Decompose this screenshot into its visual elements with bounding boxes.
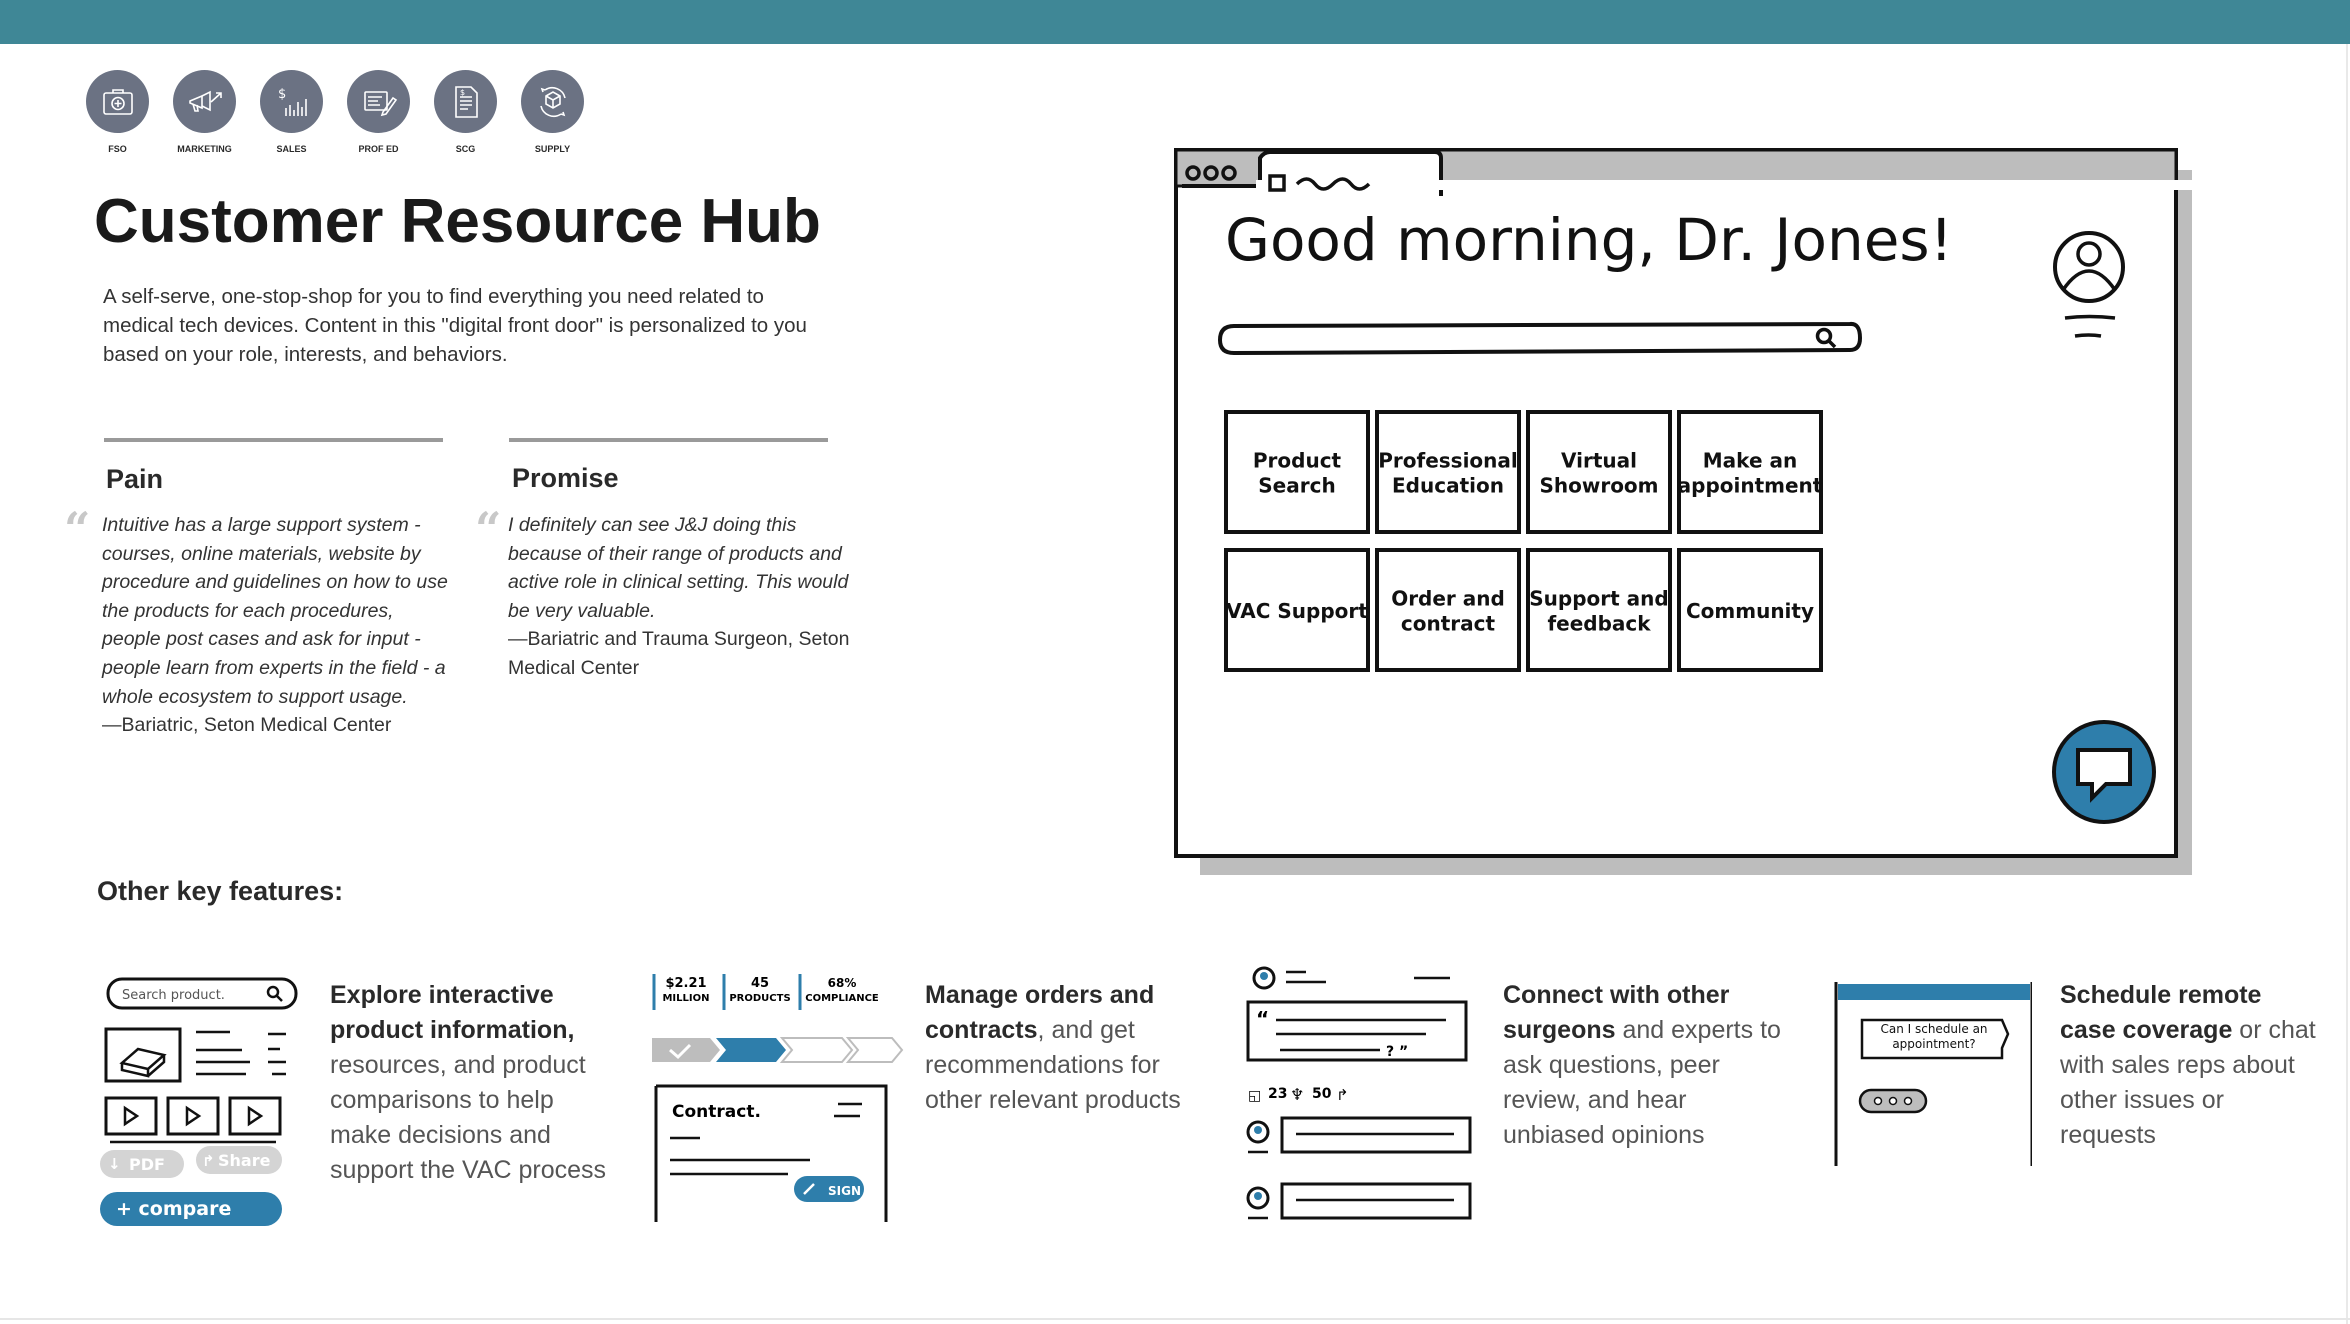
pain-heading: Pain (106, 464, 164, 494)
feature-bold: Connect with other surgeons (1503, 981, 1730, 1044)
pain-attribution: —Bariatric, Seton Medical Center (102, 714, 392, 737)
tile-label: VAC Support (1226, 599, 1368, 623)
dept-fso[interactable] (86, 70, 149, 154)
feature-community-text (1503, 978, 1793, 1153)
dept-prof-ed[interactable] (347, 70, 410, 154)
tile-community[interactable] (1679, 550, 1821, 670)
svg-text:$: $ (459, 87, 465, 97)
sketch-compare: + compare (116, 1198, 232, 1220)
chat-bubble-icon[interactable] (2054, 722, 2154, 822)
tile-label: Community (1685, 599, 1815, 623)
tile-support-and-feedback[interactable] (1528, 550, 1670, 670)
tile-virtual-showroom[interactable] (1528, 412, 1670, 532)
tile-label: Education (1392, 473, 1504, 498)
tile-label: Support and (1529, 586, 1669, 611)
quote-icon: “ (64, 502, 91, 556)
page-title: Customer Resource Hub (94, 187, 821, 256)
feature-rest: or chat with sales reps about other issues or requests (2060, 1016, 2316, 1149)
svg-text:? ”: ? ” (1386, 1044, 1409, 1060)
feature-bold: Explore interactive product information, (330, 981, 575, 1044)
sketch-share: Share (218, 1151, 271, 1170)
tile-product-search[interactable] (1226, 412, 1368, 532)
browser-mockup (1160, 140, 2200, 880)
right-divider (2346, 44, 2348, 1324)
tile-label: Showroom (1539, 473, 1659, 498)
schedule-chat-sketch (1832, 980, 2032, 1170)
dept-label: PROF ED (358, 144, 399, 154)
search-bar[interactable] (1220, 324, 1860, 353)
tile-label: feedback (1547, 611, 1651, 636)
tile-label: contract (1400, 611, 1496, 636)
stat3-unit: COMPLIANCE (805, 993, 879, 1004)
pain-rule (104, 438, 443, 442)
dept-label: SALES (276, 144, 307, 154)
greeting: Good morning, Dr. Jones! (1225, 206, 1953, 274)
tile-label: Virtual (1561, 448, 1637, 473)
svg-text:↓: ↓ (108, 1155, 121, 1173)
dept-supply[interactable] (521, 70, 584, 154)
tile-make-an-appointment[interactable] (1678, 412, 1823, 532)
pain-quote: Intuitive has a large support system - courses, online materials, website by procedure and guidelines on how to use the products for each procedures, people post cases and ask for input - people learn from experts in the field - a whole ecosystem to support usage. (102, 514, 448, 708)
feature-orders-text (925, 978, 1215, 1118)
feature-schedule-text (2060, 978, 2320, 1153)
top-banner (0, 0, 2350, 44)
dept-label: SUPPLY (534, 144, 571, 154)
sketch-sign: SIGN (828, 1184, 861, 1198)
feature-rest: , and get recommendations for other relevant products (925, 1016, 1181, 1114)
megaphone-icon (173, 70, 236, 133)
stat3-value: 68% (827, 976, 857, 990)
tile-label: Product (1252, 448, 1342, 473)
feature-rest: and experts to ask questions, peer review, and hear unbiased opinions (1503, 1016, 1781, 1149)
supply-box-icon (521, 70, 584, 133)
feature-bold: Schedule remote case coverage (2060, 981, 2262, 1044)
chat-question: Can I schedule an appointment? (1880, 1022, 1988, 1051)
promise-rule (509, 438, 828, 442)
page-description: A self-serve, one-stop-shop for you to find everything you need related to medical tech devices. Content in this "digital front door" is personalized to you based on your role, interests, and behaviors. (103, 285, 807, 366)
quote-icon: “ (475, 502, 502, 556)
sketch-search-placeholder: Search product. (122, 988, 225, 1003)
svg-text:$: $ (277, 86, 286, 102)
bottom-divider (0, 1318, 2350, 1320)
education-icon (347, 70, 410, 133)
stat2-value: 45 (750, 976, 770, 991)
svg-text:◱: ◱ (1248, 1088, 1262, 1104)
product-explore-sketch (96, 970, 306, 1230)
sales-chart-icon (260, 70, 323, 133)
pain-quote-block (102, 511, 450, 740)
medical-case-icon (86, 70, 149, 133)
features-heading: Other key features: (97, 876, 344, 906)
dept-marketing[interactable] (173, 70, 236, 154)
orders-contract-sketch (648, 968, 908, 1228)
promise-quote-block (508, 511, 860, 683)
feature-explore-text (330, 978, 620, 1188)
document-icon (434, 70, 497, 133)
stat1-value: $2.21 (665, 976, 707, 991)
tile-vac-support[interactable] (1226, 550, 1368, 670)
like-count: 50 (1312, 1086, 1332, 1102)
tile-label: Search (1258, 473, 1336, 498)
tile-label: Order and (1391, 586, 1505, 611)
feature-rest: resources, and product comparisons to help make decisions and support the VAC process (330, 1051, 607, 1184)
community-sketch (1240, 962, 1480, 1232)
tile-label: appointment (1677, 473, 1823, 498)
promise-heading: Promise (512, 463, 619, 493)
dept-label: FSO (108, 144, 127, 154)
dept-label: SCG (455, 144, 476, 154)
promise-attribution: —Bariatric and Trauma Surgeon, Seton Medical Center (508, 628, 850, 679)
dept-sales[interactable] (260, 70, 323, 154)
stat1-unit: MILLION (662, 993, 710, 1004)
svg-text:“: “ (1256, 1007, 1270, 1031)
feature-bold: Manage orders and contracts (925, 981, 1155, 1044)
svg-text:♆: ♆ (1290, 1085, 1305, 1104)
sketch-contract: Contract. (672, 1102, 761, 1122)
dept-scg[interactable] (434, 70, 497, 154)
svg-text:↱: ↱ (202, 1152, 215, 1170)
department-icon-row (86, 70, 584, 154)
promise-quote: I definitely can see J&J doing this because of their range of products and active role in clinical setting. This would be very valuable. (508, 514, 849, 622)
comment-count: 23 (1268, 1086, 1288, 1102)
tile-label: Professional (1378, 448, 1518, 473)
stat2-unit: PRODUCTS (729, 993, 791, 1004)
tile-label: Make an (1702, 448, 1798, 473)
sketch-pdf: PDF (129, 1155, 165, 1174)
tile-professional-education[interactable] (1377, 412, 1519, 532)
svg-text:↱: ↱ (1336, 1086, 1349, 1104)
dept-label: MARKETING (177, 144, 232, 154)
tile-order-and-contract[interactable] (1377, 550, 1519, 670)
